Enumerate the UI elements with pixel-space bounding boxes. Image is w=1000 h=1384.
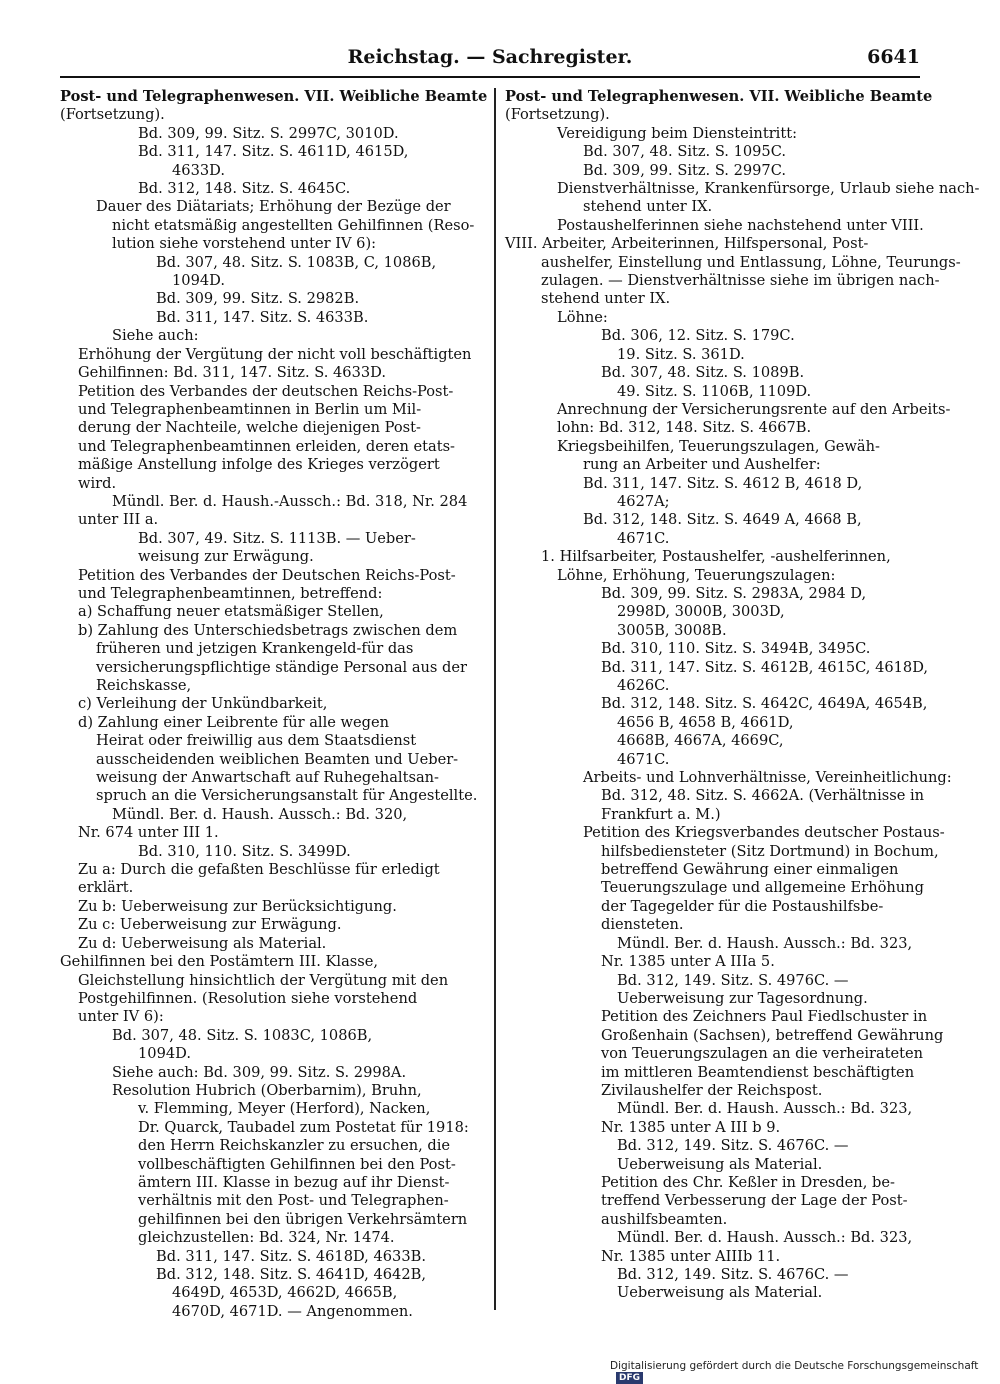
right-column-line: hilfsbediensteter (Sitz Dortmund) in Bochum, — [601, 842, 939, 860]
left-column-line: und Telegraphenbeamtinnen erleiden, deren etats- — [78, 437, 455, 455]
right-column-line: Bd. 311, 147. Sitz. S. 4612B, 4615C, 4618D, — [601, 658, 929, 676]
left-column-line: Petition des Verbandes der deutschen Reichs-Post- — [78, 382, 454, 400]
left-column-line: Bd. 312, 148. Sitz. S. 4641D, 4642B, — [156, 1266, 426, 1283]
left-column-line: c) Verleihung der Unkündbarkeit, — [78, 695, 328, 713]
right-column-line: stehend unter IX. — [583, 198, 713, 216]
right-column-line: Petition des Chr. Keßler in Dresden, be- — [601, 1173, 895, 1191]
left-column-line: d) Zahlung einer Leibrente für alle wegen — [78, 713, 390, 731]
right-column-line: Postaushelferinnen siehe nachstehend unter VIII. — [557, 216, 924, 234]
right-column-line: Frankfurt a. M.) — [601, 805, 721, 823]
left-column-line: mäßige Anstellung infolge des Krieges verzögert — [78, 456, 440, 474]
right-column-line: Bd. 312, 149. Sitz. S. 4976C. — — [617, 971, 849, 989]
left-column-line: Bd. 311, 147. Sitz. S. 4618D, 4633B. — [156, 1247, 426, 1265]
left-column-line: und Telegraphenbeamtinnen in Berlin um Mil- — [78, 400, 422, 418]
right-column-line: Bd. 312, 148. Sitz. S. 4649 A, 4668 B, — [583, 511, 862, 529]
left-column-line: Siehe auch: Bd. 309, 99. Sitz. S. 2998A. — [112, 1063, 407, 1081]
left-column-line: 4670D, 4671D. — Angenommen. — [172, 1302, 413, 1320]
right-column-line: Mündl. Ber. d. Haush. Aussch.: Bd. 323, — [617, 1100, 913, 1118]
left-column-line: a) Schaffung neuer etatsmäßiger Stellen, — [78, 603, 384, 621]
right-column-line: 4627A; — [617, 492, 670, 510]
left-column-line: Petition des Verbandes der Deutschen Reichs-Post- — [78, 566, 456, 584]
left-column-line: Heirat oder freiwillig aus dem Staatsdienst — [96, 732, 417, 750]
right-column-line: von Teuerungszulagen an die verheirateten — [601, 1045, 924, 1063]
right-column-line: Zivilaushelfer der Reichspost. — [601, 1081, 823, 1099]
right-column-line: 4626C. — [617, 677, 670, 694]
footer-credit — [610, 1360, 1000, 1384]
left-column-line: weisung zur Erwägung. — [138, 548, 314, 566]
right-column-line: 4668B, 4667A, 4669C, — [617, 732, 784, 750]
left-column-line: Bd. 307, 48. Sitz. S. 1083C, 1086B, — [112, 1026, 373, 1044]
right-column-line: Bd. 306, 12. Sitz. S. 179C. — [601, 327, 795, 345]
left-column — [60, 88, 488, 1321]
left-column-line: ämtern III. Klasse in bezug auf ihr Dienst- — [138, 1173, 450, 1191]
left-column-line: Gehilfinnen: Bd. 311, 147. Sitz. S. 4633D. — [78, 364, 386, 382]
dfg-logo: DFG — [616, 1372, 643, 1384]
right-column-line: rung an Arbeiter und Aushelfer: — [583, 456, 821, 474]
right-column-line: Bd. 310, 110. Sitz. S. 3494B, 3495C. — [601, 640, 871, 658]
left-column-line: unter IV 6): — [78, 1008, 164, 1026]
left-column-line: nicht etatsmäßig angestellten Gehilfinnen (Reso- — [112, 216, 475, 234]
right-column-line: Ueberweisung als Material. — [617, 1155, 823, 1173]
right-column-line: (Fortsetzung). — [505, 106, 610, 124]
right-column-line: Bd. 312, 149. Sitz. S. 4676C. — — [617, 1266, 849, 1283]
left-column-line: (Fortsetzung). — [60, 106, 165, 124]
left-column-line: Gleichstellung hinsichtlich der Vergütung mit den — [78, 971, 449, 989]
right-column-line: Löhne, Erhöhung, Teuerungszulagen: — [557, 566, 836, 584]
right-column-line: 19. Sitz. S. 361D. — [617, 345, 745, 363]
right-column-line: Post- und Telegraphenwesen. VII. Weibliche Beamte — [505, 88, 933, 105]
left-column-line: v. Flemming, Meyer (Herford), Nacken, — [138, 1100, 431, 1118]
right-column-line: 1. Hilfsarbeiter, Postaushelfer, -aushelferinnen, — [541, 548, 891, 566]
right-column-line: Ueberweisung zur Tagesordnung. — [617, 989, 868, 1007]
right-column-line: Bd. 307, 48. Sitz. S. 1095C. — [583, 143, 787, 161]
right-column-line: der Tagegelder für die Postaushilfsbe- — [601, 897, 884, 915]
left-column-line: Bd. 307, 49. Sitz. S. 1113B. — Ueber- — [138, 529, 416, 547]
left-column-line: gleichzustellen: Bd. 324, Nr. 1474. — [138, 1229, 395, 1247]
right-column-line: aushelfer, Einstellung und Entlassung, Löhne, Teurungs- — [541, 253, 961, 271]
right-column — [505, 88, 980, 1303]
right-column-line: Bd. 309, 99. Sitz. S. 2983A, 2984 D, — [601, 584, 867, 602]
left-column-line: wird. — [78, 474, 117, 492]
left-column-line: Bd. 310, 110. Sitz. S. 3499D. — [138, 842, 351, 860]
left-column-line: Gehilfinnen bei den Postämtern III. Klasse, — [60, 953, 379, 971]
left-column-line: b) Zahlung des Unterschiedsbetrags zwischen dem — [78, 621, 458, 639]
left-column-line: Dr. Quarck, Taubadel zum Postetat für 1918: — [138, 1118, 469, 1136]
page-header — [60, 42, 920, 78]
right-column-line: 3005B, 3008B. — [617, 621, 727, 639]
right-column-line: Bd. 311, 147. Sitz. S. 4612 B, 4618 D, — [583, 474, 863, 492]
right-column-line: Anrechnung der Versicherungsrente auf den Arbeits- — [557, 400, 951, 418]
left-column-line: Siehe auch: — [112, 327, 199, 345]
left-column-line: lution siehe vorstehend unter IV 6): — [112, 235, 377, 253]
right-column-line: 4671C. — [617, 529, 670, 547]
page-number: 6641 — [867, 46, 920, 68]
left-column-line: Zu d: Ueberweisung als Material. — [78, 934, 327, 952]
left-column-line: gehilfinnen bei den übrigen Verkehrsämtern — [138, 1210, 468, 1228]
left-column-line: Reichskasse, — [96, 677, 192, 694]
right-column-line: betreffend Gewährung einer einmaligen — [601, 861, 899, 879]
left-column-line: Zu c: Ueberweisung zur Erwägung. — [78, 916, 342, 934]
left-column-line: Bd. 312, 148. Sitz. S. 4645C. — [138, 180, 351, 198]
right-column-line: diensteten. — [601, 916, 684, 934]
right-column-line: stehend unter IX. — [541, 290, 671, 308]
right-column-line: Bd. 312, 149. Sitz. S. 4676C. — — [617, 1137, 849, 1155]
left-column-line: den Herrn Reichskanzler zu ersuchen, die — [138, 1137, 451, 1155]
right-column-line: Teuerungszulage und allgemeine Erhöhung — [601, 879, 924, 897]
right-column-line: aushilfsbeamten. — [601, 1210, 728, 1228]
right-column-line: im mittleren Beamtendienst beschäftigten — [601, 1063, 915, 1081]
right-column-line: Löhne: — [557, 308, 608, 326]
right-column-line: Bd. 312, 148. Sitz. S. 4642C, 4649A, 4654B, — [601, 695, 928, 713]
left-column-line: Mündl. Ber. d. Haush. Aussch.: Bd. 320, — [112, 805, 408, 823]
left-column-line: Mündl. Ber. d. Haush.-Aussch.: Bd. 318, Nr. 284 — [112, 492, 468, 510]
right-column-line: zulagen. — Dienstverhältnisse siehe im übrigen nach- — [541, 272, 940, 290]
left-column-line: verhältnis mit den Post- und Telegraphen- — [138, 1192, 449, 1210]
right-column-line: 4671C. — [617, 750, 670, 768]
column-divider — [494, 88, 496, 1310]
right-column-line: Vereidigung beim Diensteintritt: — [557, 124, 797, 142]
footer-text: Digitalisierung gefördert durch die Deutsche Forschungsgemeinschaft — [610, 1360, 979, 1372]
right-column-line: Bd. 307, 48. Sitz. S. 1089B. — [601, 364, 805, 382]
right-column-line: VIII. Arbeiter, Arbeiterinnen, Hilfspersonal, Post- — [505, 235, 869, 253]
right-column-line: Nr. 1385 unter A III b 9. — [601, 1118, 781, 1136]
right-column-line: Petition des Kriegsverbandes deutscher Postaus- — [583, 824, 945, 842]
right-column-line: Nr. 1385 unter A IIIa 5. — [601, 953, 775, 971]
left-column-line: und Telegraphenbeamtinnen, betreffend: — [78, 584, 383, 602]
right-column-line: 49. Sitz. S. 1106B, 1109D. — [617, 382, 812, 400]
left-column-line: früheren und jetzigen Krankengeld-für das — [96, 640, 414, 658]
right-column-line: Dienstverhältnisse, Krankenfürsorge, Urlaub siehe nach- — [557, 180, 980, 198]
left-column-line: derung der Nachteile, welche diejenigen Post- — [78, 419, 421, 437]
left-column-line: 1094D. — [172, 272, 225, 290]
left-column-line: Zu a: Durch die gefaßten Beschlüsse für erledigt — [78, 861, 440, 879]
right-column-line: Bd. 312, 48. Sitz. S. 4662A. (Verhältnisse in — [601, 787, 925, 805]
right-column-line: treffend Verbesserung der Lage der Post- — [601, 1192, 908, 1210]
left-column-line: unter III a. — [78, 511, 159, 529]
left-column-line: spruch an die Versicherungsanstalt für Angestellte. — [96, 787, 478, 805]
left-column-line: ausscheidenden weiblichen Beamten und Ueber- — [96, 750, 459, 768]
left-column-line: Dauer des Diätariats; Erhöhung der Bezüge der — [96, 198, 451, 216]
right-column-line: Arbeits- und Lohnverhältnisse, Vereinheitlichung: — [583, 769, 952, 787]
right-column-line: 4656 B, 4658 B, 4661D, — [617, 713, 794, 731]
left-column-line: Zu b: Ueberweisung zur Berücksichtigung. — [78, 897, 397, 915]
right-column-line: Petition des Zeichners Paul Fiedlschuster in — [601, 1008, 928, 1026]
left-column-line: versicherungspflichtige ständige Personal aus der — [96, 658, 468, 676]
right-column-line: Kriegsbeihilfen, Teuerungszulagen, Gewäh- — [557, 437, 880, 455]
left-column-line: 4649D, 4653D, 4662D, 4665B, — [172, 1284, 398, 1302]
right-column-line: Mündl. Ber. d. Haush. Aussch.: Bd. 323, — [617, 934, 913, 952]
left-column-line: erklärt. — [78, 879, 134, 897]
right-column-line: lohn: Bd. 312, 148. Sitz. S. 4667B. — [557, 419, 812, 437]
left-column-line: Resolution Hubrich (Oberbarnim), Bruhn, — [112, 1081, 422, 1099]
left-column-line: 4633D. — [172, 161, 225, 179]
left-column-line: Bd. 311, 147. Sitz. S. 4611D, 4615D, — [138, 143, 409, 161]
left-column-line: vollbeschäftigten Gehilfinnen bei den Post- — [138, 1155, 456, 1173]
left-column-line: Erhöhung der Vergütung der nicht voll beschäftigten — [78, 345, 472, 363]
left-column-line: Post- und Telegraphenwesen. VII. Weibliche Beamte — [60, 88, 488, 105]
right-column-line: 2998D, 3000B, 3003D, — [617, 603, 785, 621]
running-title: Reichstag. — Sachregister. — [347, 46, 633, 68]
left-column-line: Postgehilfinnen. (Resolution siehe vorstehend — [78, 989, 418, 1007]
right-column-line: Nr. 1385 unter AIIIb 11. — [601, 1247, 781, 1265]
left-column-line: Nr. 674 unter III 1. — [78, 824, 219, 842]
left-column-line: 1094D. — [138, 1045, 191, 1063]
left-column-line: Bd. 307, 48. Sitz. S. 1083B, C, 1086B, — [156, 253, 437, 271]
left-column-line: Bd. 311, 147. Sitz. S. 4633B. — [156, 308, 369, 326]
right-column-line: Großenhain (Sachsen), betreffend Gewährung — [601, 1026, 944, 1044]
right-column-line: Bd. 309, 99. Sitz. S. 2997C. — [583, 161, 787, 179]
left-column-line: Bd. 309, 99. Sitz. S. 2997C, 3010D. — [138, 124, 399, 142]
right-column-line: Mündl. Ber. d. Haush. Aussch.: Bd. 323, — [617, 1229, 913, 1247]
right-column-line: Ueberweisung als Material. — [617, 1284, 823, 1302]
left-column-line: Bd. 309, 99. Sitz. S. 2982B. — [156, 290, 360, 308]
left-column-line: weisung der Anwartschaft auf Ruhegehaltsan- — [96, 769, 439, 787]
